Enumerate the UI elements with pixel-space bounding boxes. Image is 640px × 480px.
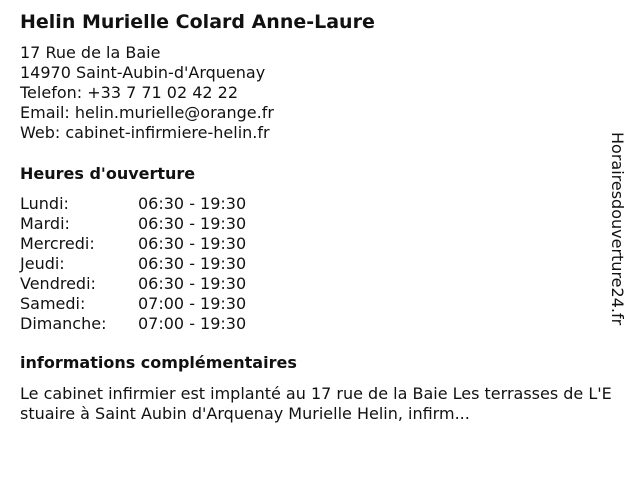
day-label: Vendredi: [20, 274, 96, 293]
watermark-text: Horairesdouverture24.fr [608, 132, 627, 326]
day-label: Dimanche: [20, 314, 107, 333]
opening-hours-table [20, 194, 280, 334]
time-range: 06:30 - 19:30 [138, 274, 247, 293]
day-label: Mercredi: [20, 234, 95, 253]
street-address: 17 Rue de la Baie [20, 43, 161, 62]
address-block [20, 43, 274, 143]
day-label: Lundi: [20, 194, 69, 213]
opening-hours-heading: Heures d'ouverture [20, 164, 196, 183]
additional-info-text: Le cabinet infirmier est implanté au 17 rue de la Baie Les terrasses de L'Estuaire à Saint Aubin d'Arquenay Murielle Helin, infirm... [20, 384, 612, 423]
time-range: 06:30 - 19:30 [138, 214, 247, 233]
hours-row-jeudi [20, 254, 280, 274]
hours-row-vendredi [20, 274, 280, 294]
web-line: Web: cabinet-infirmiere-helin.fr [20, 123, 270, 142]
time-range: 06:30 - 19:30 [138, 234, 247, 253]
time-range: 07:00 - 19:30 [138, 294, 247, 313]
time-range: 07:00 - 19:30 [138, 314, 247, 333]
day-label: Jeudi: [20, 254, 65, 273]
day-label: Mardi: [20, 214, 70, 233]
day-label: Samedi: [20, 294, 86, 313]
time-range: 06:30 - 19:30 [138, 254, 247, 273]
phone-line: Telefon: +33 7 71 02 42 22 [20, 83, 239, 102]
email-line: Email: helin.murielle@orange.fr [20, 103, 274, 122]
hours-row-lundi [20, 194, 280, 214]
hours-row-dimanche [20, 314, 280, 334]
watermark [597, 132, 637, 362]
hours-row-mercredi [20, 234, 280, 254]
time-range: 06:30 - 19:30 [138, 194, 247, 213]
hours-row-samedi [20, 294, 280, 314]
hours-row-mardi [20, 214, 280, 234]
business-name: Helin Murielle Colard Anne-Laure [20, 11, 375, 33]
additional-info-heading: informations complémentaires [20, 353, 297, 372]
city-address: 14970 Saint-Aubin-d'Arquenay [20, 63, 266, 82]
